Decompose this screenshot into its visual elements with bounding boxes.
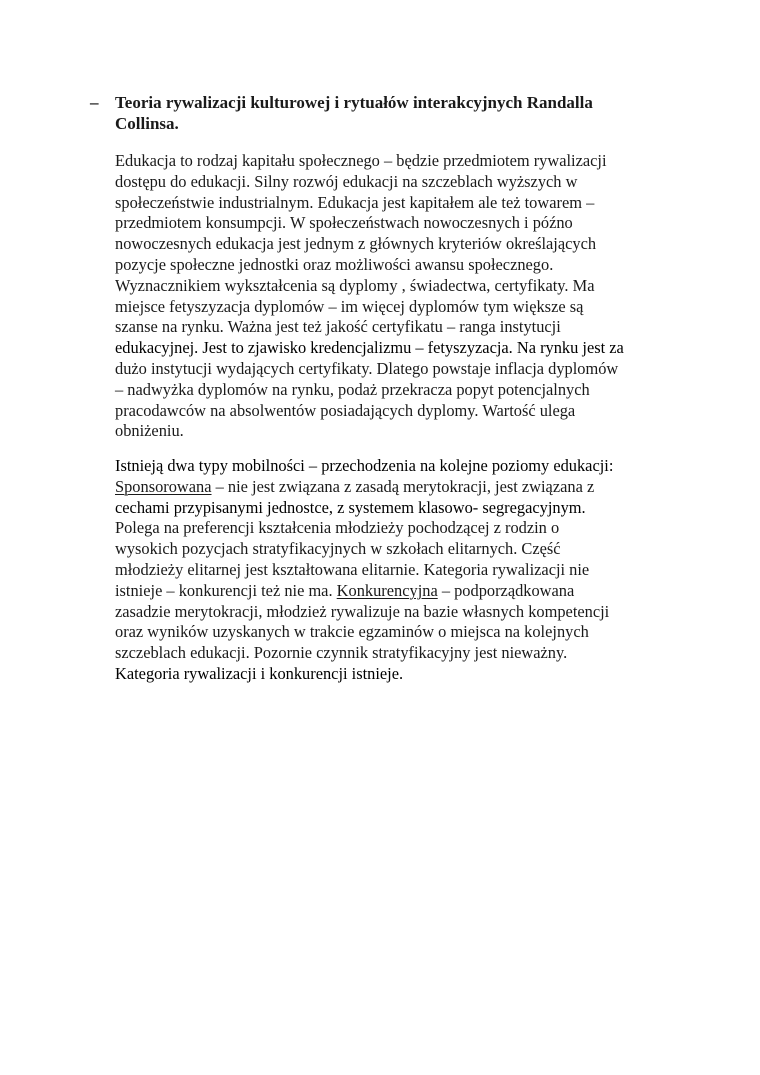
text-line: młodzieży elitarnej jest kształtowana elitarnie. Kategoria rywalizacji nie (115, 559, 590, 579)
heading-line: Collinsa. (115, 114, 179, 133)
text-line: cechami przypisanymi jednostce, z systemem klasowo- segregacyjnym. (115, 497, 586, 517)
text-line: pracodawców na absolwentów posiadających dyplomy. Wartość ulega (115, 400, 576, 420)
section-heading (115, 92, 675, 134)
text-line: Polega na preferencji kształcenia młodzieży pochodzącej z rodzin o (115, 518, 560, 538)
text-line: dostępu do edukacji. Silny rozwój edukacji na szczeblach wyższych w (115, 171, 578, 191)
text-line: Istnieją dwa typy mobilności – przechodzenia na kolejne poziomy edukacji: (115, 456, 614, 475)
text-line: nowoczesnych edukacja jest jednym z głównych kryteriów określających (115, 234, 597, 254)
text-line: edukacyjnej. Jest to zjawisko kredencjalizmu – fetyszyzacja. Na rynku jest za (115, 338, 624, 358)
text-fragment: – nie jest związana z zasadą merytokracji, jest związana z (211, 476, 595, 496)
text-line: społeczeństwie industrialnym. Edukacja jest kapitałem ale też towarem – (115, 192, 595, 212)
text-line: pozycje społeczne jednostki oraz możliwości awansu społecznego. (115, 254, 554, 274)
paragraph-mobility-types (115, 456, 675, 685)
paragraph-education-capital (115, 151, 675, 442)
text-line: obniżeniu. (115, 421, 184, 441)
text-line (115, 477, 675, 498)
text-line: wysokich pozycjach stratyfikacyjnych w szkołach elitarnych. Część (115, 539, 561, 559)
text-line: Edukacja to rodzaj kapitału społecznego – będzie przedmiotem rywalizacji (115, 151, 607, 170)
text-fragment: – podporządkowana (437, 580, 575, 600)
text-line: Kategoria rywalizacji i konkurencji istnieje. (115, 663, 404, 683)
text-line (115, 581, 675, 602)
text-line: zasadzie merytokracji, młodzież rywalizuje na bazie własnych kompetencji (115, 601, 610, 621)
text-line: Wyznacznikiem wykształcenia są dyplomy , świadectwa, certyfikaty. Ma (115, 275, 595, 295)
text-line: miejsce fetyszyzacja dyplomów – im więcej dyplomów tym większe są (115, 296, 584, 316)
heading-line: Teoria rywalizacji kulturowej i rytuałów interakcyjnych Randalla (115, 93, 593, 112)
term-sponsored: Sponsorowana (115, 476, 212, 496)
text-line: oraz wyników uzyskanych w trakcie egzaminów o miejsca na kolejnych (115, 622, 589, 642)
text-line: – nadwyżka dyplomów na rynku, podaż przekracza popyt potencjalnych (115, 379, 590, 399)
text-line: dużo instytucji wydających certyfikaty. Dlatego powstaje inflacja dyplomów (115, 358, 619, 378)
text-fragment: istnieje – konkurencji też nie ma. (115, 580, 337, 600)
term-competitive: Konkurencyjna (336, 580, 438, 600)
text-line: szczeblach edukacji. Pozornie czynnik stratyfikacyjny jest nieważny. (115, 643, 568, 663)
text-line: szanse na rynku. Ważna jest też jakość certyfikatu – ranga instytucji (115, 317, 561, 337)
dash-bullet: – (90, 93, 99, 112)
text-line: przedmiotem konsumpcji. W społeczeństwach nowoczesnych i późno (115, 213, 573, 233)
